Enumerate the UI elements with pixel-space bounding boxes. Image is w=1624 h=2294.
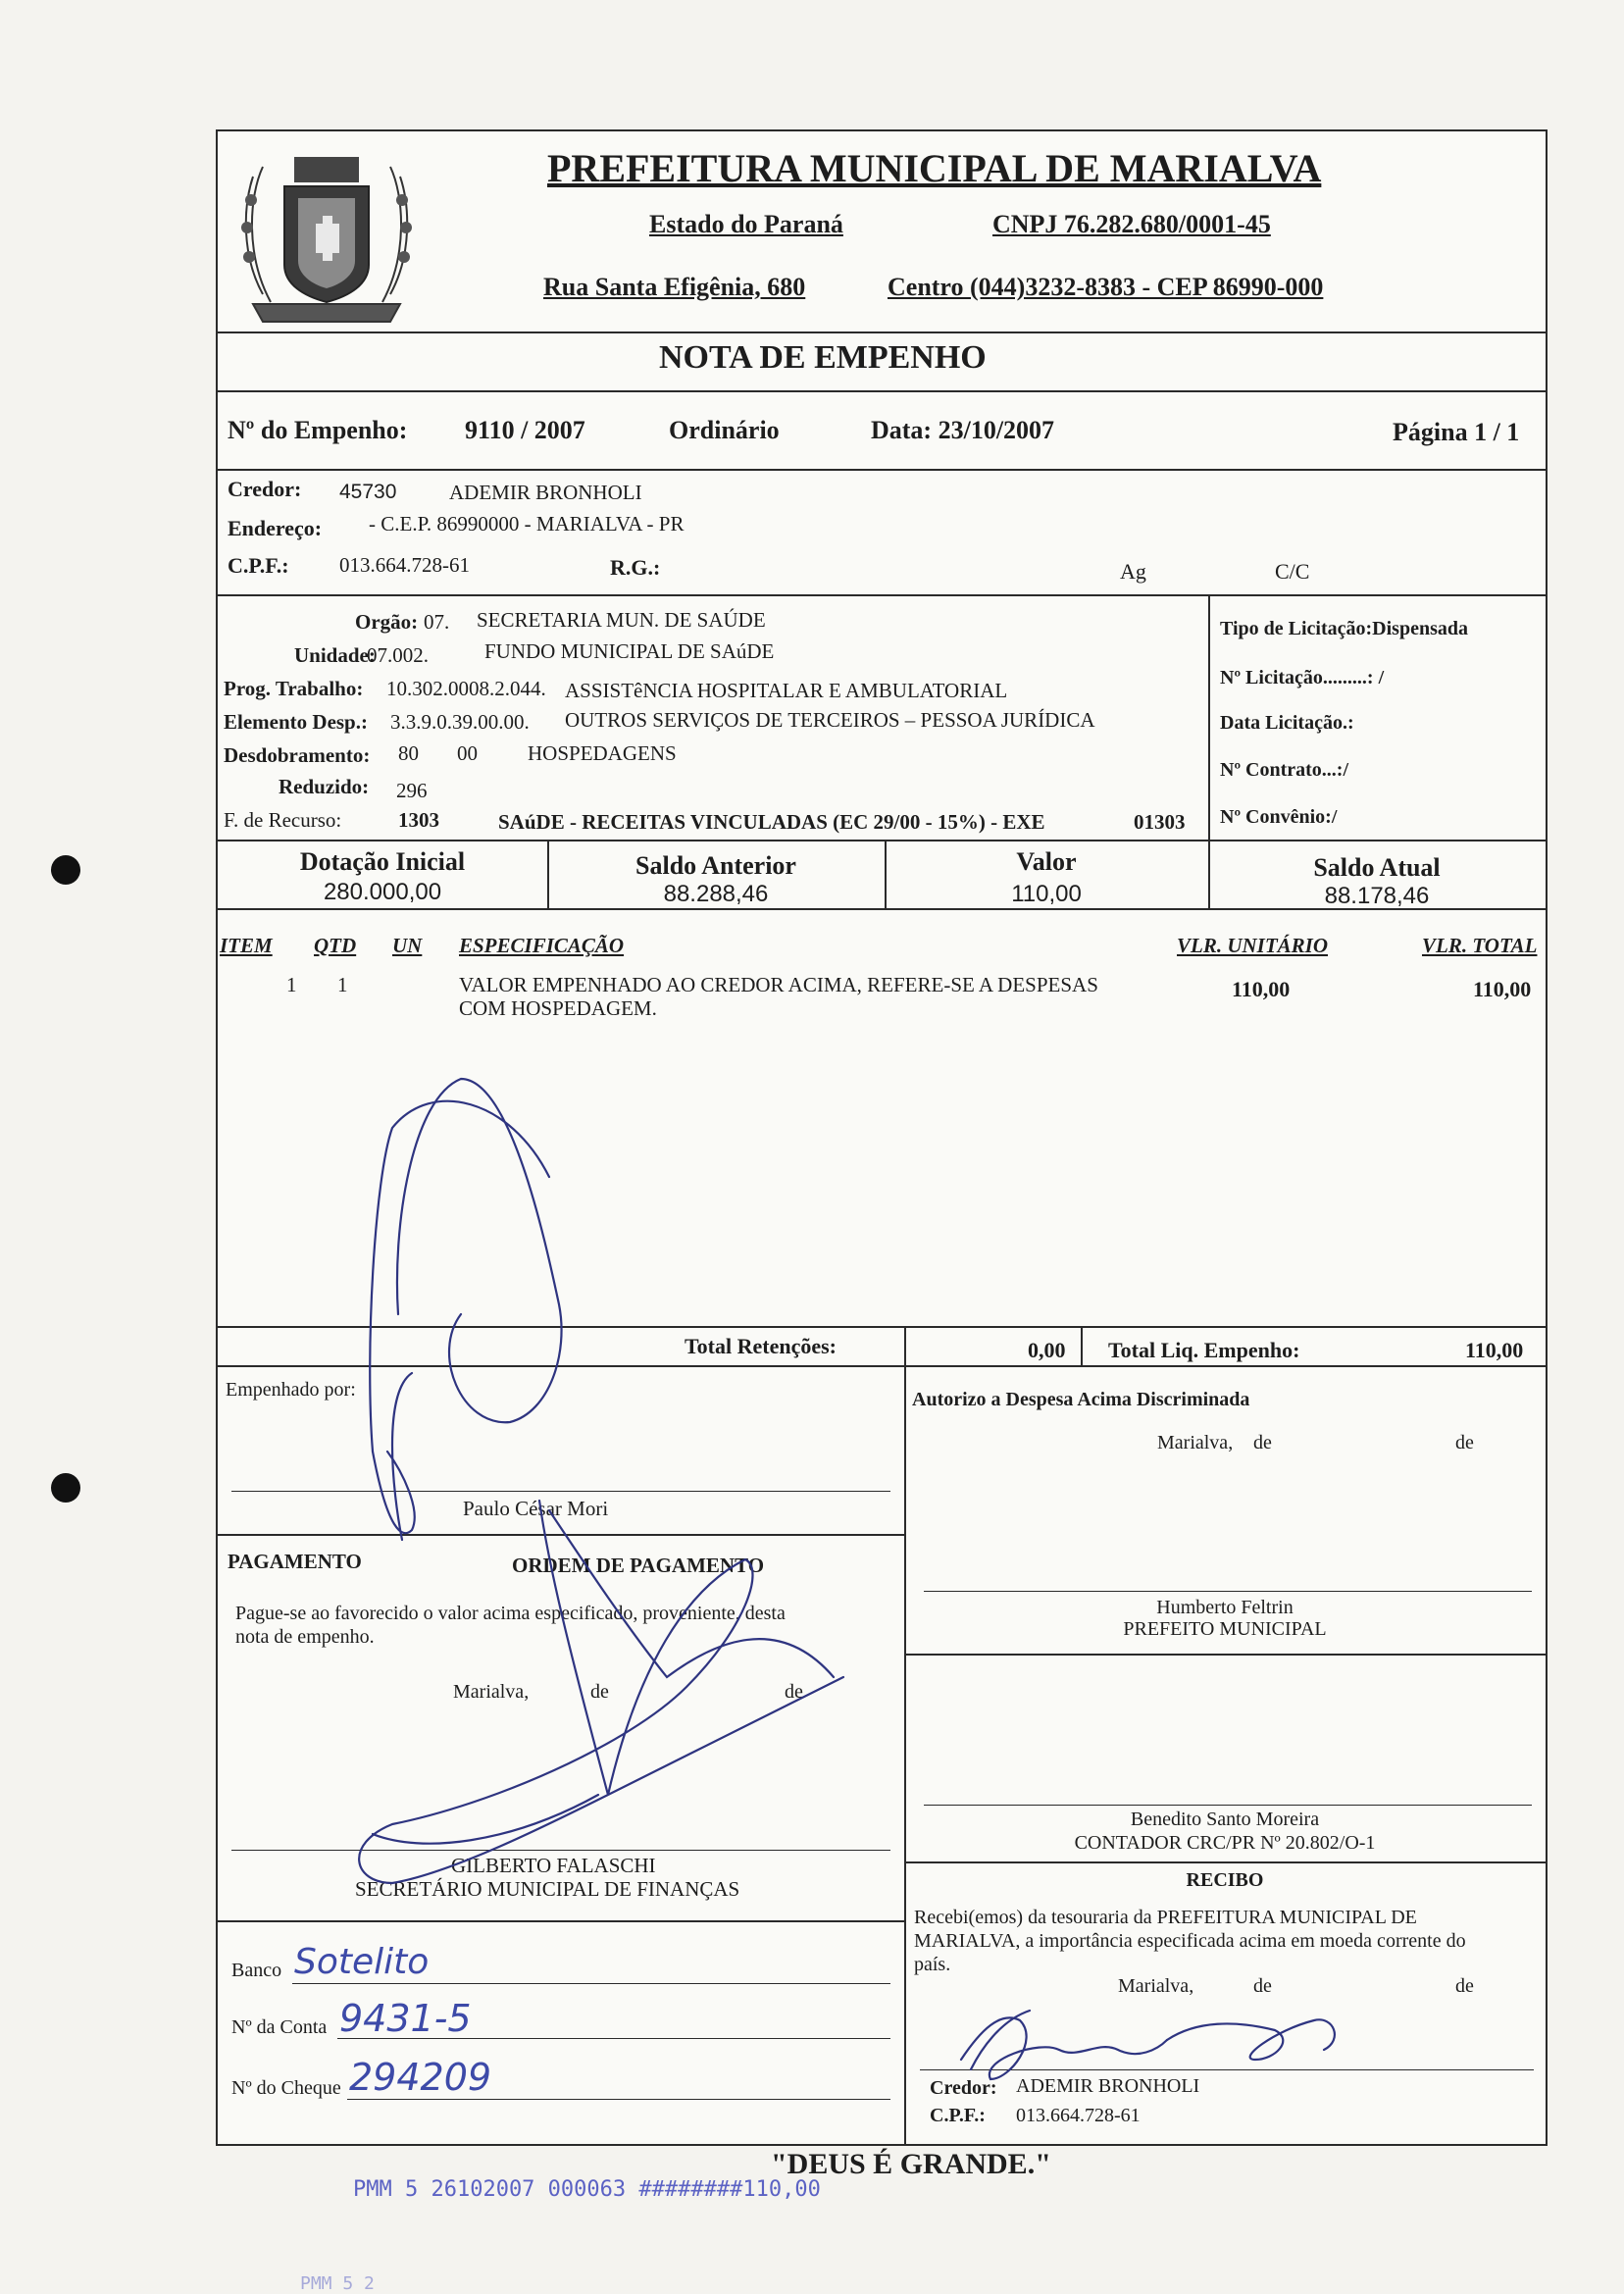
empenhado-por-label: Empenhado por: (226, 1379, 356, 1401)
credor-cpf: 013.664.728-61 (339, 553, 470, 577)
elemento-label: Elemento Desp.: (224, 710, 368, 734)
recurso-code: 1303 (398, 808, 439, 832)
footer-motto: "DEUS É GRANDE." (771, 2148, 1051, 2180)
header-title: PREFEITURA MUNICIPAL DE MARIALVA (547, 146, 1322, 190)
empenho-type: Ordinário (669, 416, 780, 444)
autorizo-signer: Humberto Feltrin (1156, 1597, 1294, 1618)
recibo-credor-name: ADEMIR BRONHOLI (1016, 2075, 1200, 2097)
autorizo-label: Autorizo a Despesa Acima Discriminada (912, 1389, 1250, 1410)
page-number: Página 1 / 1 (1393, 418, 1520, 446)
cheque-label: Nº do Cheque (231, 2077, 341, 2099)
footer-stamp-ghost: PMM 5 2 (300, 2273, 375, 2294)
prog-code: 10.302.0008.2.044. (386, 677, 546, 700)
rg-label: R.G.: (610, 555, 661, 580)
col-vlr-unitario: VLR. UNITÁRIO (1177, 934, 1329, 957)
saldo-anterior-label: Saldo Anterior (635, 851, 796, 880)
autorizo-de-1: de (1253, 1432, 1272, 1453)
saldo-atual-value: 88.178,46 (1324, 883, 1430, 909)
numero-contrato: Nº Contrato...:/ (1220, 759, 1349, 781)
credor-address: - C.E.P. 86990000 - MARIALVA - PR (369, 512, 685, 535)
elemento-name: OUTROS SERVIÇOS DE TERCEIROS – PESSOA JURÍDICA (565, 708, 1095, 732)
address-label: Endereço: (228, 516, 323, 540)
col-un: UN (392, 934, 423, 957)
header-address: Rua Santa Efigênia, 680 (543, 273, 806, 301)
banco-value: Sotelito (294, 1942, 430, 1982)
pagamento-label: PAGAMENTO (228, 1550, 362, 1573)
credor-name: ADEMIR BRONHOLI (449, 481, 642, 504)
credor-label: Credor: (228, 477, 302, 501)
credor-code: 45730 (339, 481, 397, 503)
unidade-label: Unidade: (294, 643, 376, 667)
recurso-name: SAúDE - RECEITAS VINCULADAS (EC 29/00 - 15%) - EXE (498, 810, 1045, 834)
dotacao-value: 280.000,00 (323, 879, 442, 905)
banco-label: Banco (231, 1960, 282, 1981)
retencoes-label: Total Retenções: (685, 1334, 837, 1358)
data-licitacao: Data Licitação.: (1220, 712, 1354, 734)
pagamento-signer: GILBERTO FALASCHI (451, 1854, 656, 1877)
conta-value: 9431-5 (339, 1997, 472, 2040)
prog-label: Prog. Trabalho: (224, 677, 364, 700)
item-total-value: 110,00 (1473, 977, 1532, 1001)
item-qtd: 1 (337, 973, 348, 996)
orgao-code: 07. (424, 610, 450, 634)
recibo-text-line-2: MARIALVA, a importância especificada acima em moeda corrente do (914, 1930, 1466, 1952)
col-item: ITEM (220, 934, 273, 957)
pagamento-signer-role: SECRETÁRIO MUNICIPAL DE FINANÇAS (355, 1877, 740, 1901)
unidade-name: FUNDO MUNICIPAL DE SAúDE (484, 639, 775, 663)
numero-convenio: Nº Convênio:/ (1220, 806, 1338, 828)
pagamento-city: Marialva, (453, 1681, 530, 1703)
recurso-label: F. de Recurso: (224, 808, 342, 832)
item-desc-line-1: VALOR EMPENHADO AO CREDOR ACIMA, REFERE-SE A DESPESAS (459, 973, 1098, 996)
reduzido-value: 296 (396, 779, 428, 802)
pagamento-de-2: de (785, 1681, 803, 1703)
header-contact: Centro (044)3232-8383 - CEP 86990-000 (888, 273, 1324, 301)
unidade-code: 07.002. (367, 643, 429, 667)
autorizo-de-2: de (1455, 1432, 1474, 1453)
valor-label: Valor (1016, 847, 1077, 876)
desdobramento-b: 00 (457, 741, 478, 765)
pagamento-de-1: de (590, 1681, 609, 1703)
footer-stamp: PMM 5 26102007 000063 ########110,00 (353, 2177, 821, 2202)
ordem-pagamento-label: ORDEM DE PAGAMENTO (512, 1554, 765, 1577)
header-cnpj: CNPJ 76.282.680/0001-45 (992, 210, 1271, 238)
retencoes-value: 0,00 (1028, 1338, 1066, 1362)
tipo-licitacao: Tipo de Licitação:Dispensada (1220, 618, 1468, 639)
item-unit-value: 110,00 (1232, 977, 1291, 1001)
recibo-cpf-label: C.P.F.: (930, 2105, 986, 2126)
recibo-text-line-3: país. (914, 1954, 951, 1975)
col-qtd: QTD (314, 934, 357, 957)
saldo-anterior-value: 88.288,46 (663, 881, 769, 907)
orgao-label: Orgão: (355, 610, 419, 634)
empenho-date: Data: 23/10/2007 (871, 416, 1055, 444)
total-liquido-value: 110,00 (1465, 1338, 1524, 1362)
autorizo-city: Marialva, (1157, 1432, 1234, 1453)
recibo-de-1: de (1253, 1975, 1272, 1997)
pagamento-text-line-2: nota de empenho. (235, 1626, 375, 1648)
recibo-label: RECIBO (1186, 1869, 1264, 1891)
dotacao-label: Dotação Inicial (299, 847, 466, 876)
saldo-atual-label: Saldo Atual (1313, 853, 1441, 882)
reduzido-label: Reduzido: (279, 775, 370, 798)
document-title: NOTA DE EMPENHO (659, 339, 987, 376)
elemento-code: 3.3.9.0.39.00.00. (390, 710, 530, 734)
desdobramento-name: HOSPEDAGENS (528, 741, 677, 765)
conta-label: Nº da Conta (231, 2016, 328, 2038)
agency-label: Ag (1120, 559, 1146, 584)
col-vlr-total: VLR. TOTAL (1422, 934, 1538, 957)
header-state: Estado do Paraná (649, 210, 843, 238)
recibo-credor-label: Credor: (930, 2077, 997, 2099)
item-desc-line-2: COM HOSPEDAGEM. (459, 996, 657, 1020)
desdobramento-a: 80 (398, 741, 419, 765)
item-number: 1 (286, 973, 297, 996)
prog-name: ASSISTêNCIA HOSPITALAR E AMBULATORIAL (565, 679, 1008, 702)
valor-value: 110,00 (1011, 881, 1082, 907)
recibo-city: Marialva, (1118, 1975, 1194, 1997)
cpf-label: C.P.F.: (228, 553, 289, 578)
empenho-number-label: Nº do Empenho: (228, 416, 408, 444)
numero-licitacao: Nº Licitação.........: / (1220, 667, 1385, 688)
recibo-de-2: de (1455, 1975, 1474, 1997)
recibo-text-line-1: Recebi(emos) da tesouraria da PREFEITURA MUNICIPAL DE (914, 1907, 1417, 1928)
cheque-value: 294209 (349, 2056, 492, 2099)
total-liquido-label: Total Liq. Empenho: (1108, 1338, 1300, 1362)
desdobramento-label: Desdobramento: (224, 743, 371, 767)
recibo-cpf-value: 013.664.728-61 (1016, 2105, 1141, 2126)
empenhado-por-name: Paulo César Mori (463, 1497, 609, 1520)
account-label: C/C (1275, 559, 1310, 584)
autorizo-signer-role: PREFEITO MUNICIPAL (1123, 1618, 1327, 1640)
contador-name: Benedito Santo Moreira (1130, 1809, 1320, 1830)
orgao-name: SECRETARIA MUN. DE SAÚDE (477, 608, 766, 632)
col-especificacao: ESPECIFICAÇÃO (459, 934, 625, 957)
recurso-number: 01303 (1134, 810, 1186, 834)
pagamento-text-line-1: Pague-se ao favorecido o valor acima especificado, proveniente, desta (235, 1603, 786, 1624)
empenho-number: 9110 / 2007 (465, 416, 585, 444)
contador-role: CONTADOR CRC/PR Nº 20.802/O-1 (1074, 1832, 1376, 1854)
